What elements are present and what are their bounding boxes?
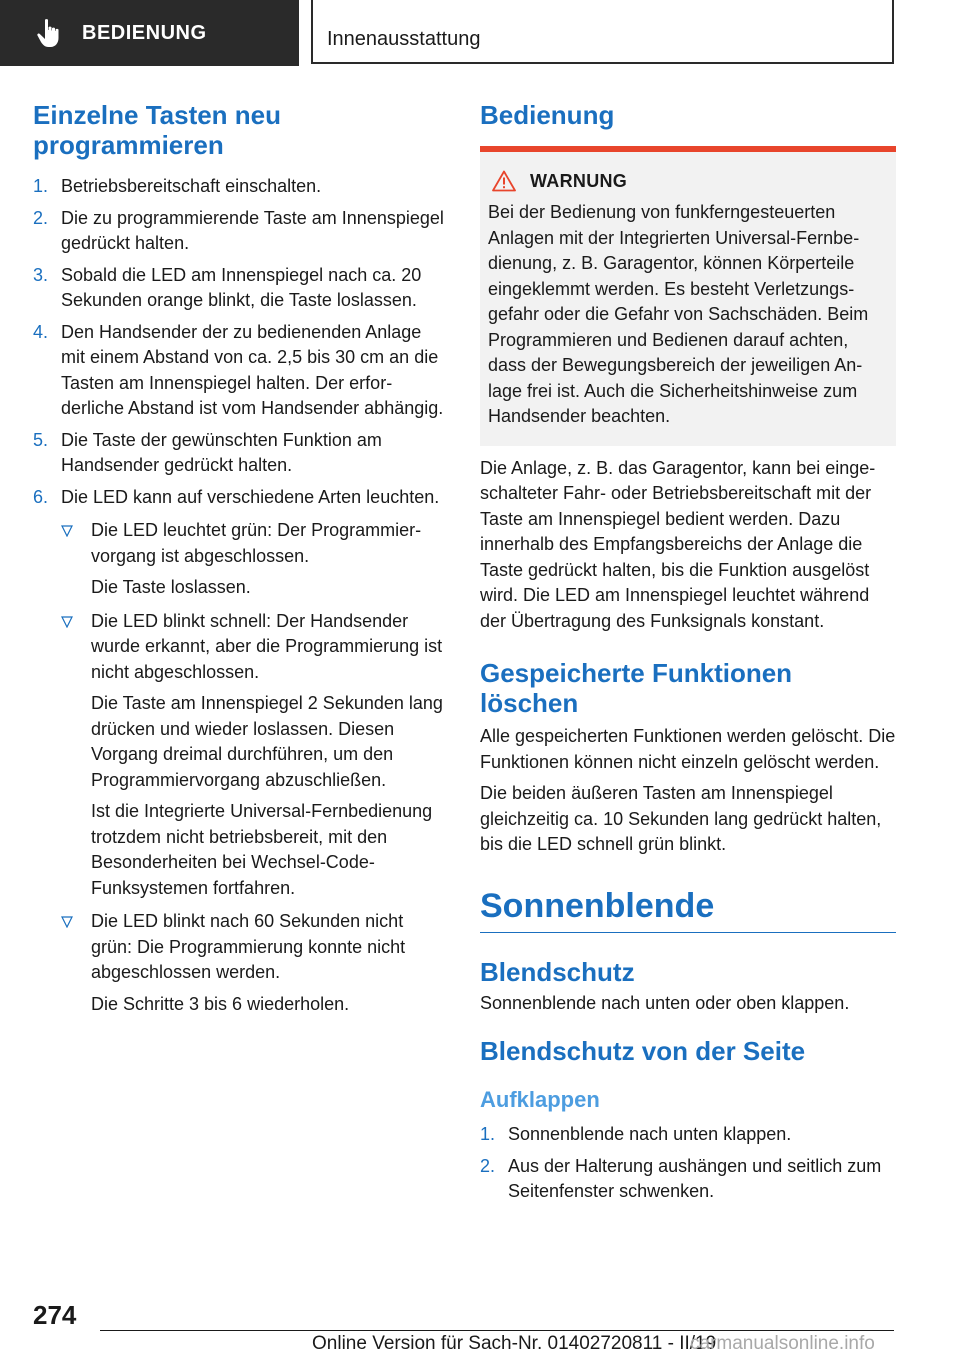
step-number: 2. [480, 1155, 496, 1176]
loeschen-text-1: Alle gespeicherten Funktionen werden gelöscht. Die Funktionen können nicht einzeln gelöscht werden. [480, 726, 896, 772]
list-item [33, 206, 447, 257]
step-number: 6. [33, 486, 49, 507]
list-item [33, 174, 447, 200]
right-column [480, 100, 896, 1205]
sub-lead: Die LED blinkt schnell: Der Handsender wurde erkannt, aber die Programmierung ist nicht abgeschlossen. [91, 610, 443, 682]
triangle-bullet-icon [61, 916, 73, 928]
left-column [33, 100, 447, 1017]
page-number: 274 [33, 1300, 77, 1330]
list-item [61, 909, 447, 1017]
bedienung-text: Die Anlage, z. B. das Garagentor, kann bei eingeschalteter Fahr- oder Betriebsbereitschaft mit der Taste am Innenspiegel bedient werden. Dazu innerhalb des Empfangsbereichs der Anlage die Taste gedrückt halten, bis die Funktion ausgelöst wird. Die LED am Innenspiegel leuchtet während der Übertragung des Funksignals konstant. [480, 457, 876, 631]
heading-bedienung: Bedienung [480, 100, 615, 130]
list-item [33, 263, 447, 314]
step-number: 2. [33, 207, 49, 228]
heading-sonnenblende: Sonnenblende [480, 886, 715, 925]
list-item [33, 428, 447, 479]
list-item [480, 1122, 896, 1148]
step-number: 4. [33, 321, 49, 342]
step-text: Aus der Halterung aushängen und seitlich zum Seitenfenster schwenken. [508, 1155, 882, 1201]
heading-gespeicherte-funktionen: Gespeicherte Funktionen löschen [480, 658, 793, 718]
warning-title [488, 170, 888, 192]
step-text: Die zu programmierende Taste am Innenspiegel gedrückt halten. [61, 207, 444, 253]
list-item [33, 485, 447, 1018]
section-title: BEDIENUNG [82, 21, 207, 44]
page-header [0, 0, 960, 66]
step-text: Die Taste der gewünschten Funktion am Handsender gedrückt halten. [61, 429, 382, 475]
loeschen-text-2: Die beiden äußeren Tasten am Innenspiegel gleichzeitig ca. 10 Sekunden lang gedrückt halten, bis die LED schnell grün blinkt. [480, 783, 882, 854]
heading-blendschutz-seite: Blendschutz von der Seite [480, 1036, 806, 1066]
aufklappen-steps [480, 1122, 896, 1205]
sub-lead: Die LED leuchtet grün: Der Programmiervorgang ist abgeschlossen. [91, 520, 422, 566]
warning-text: Bei der Bedienung von funkferngesteuerten Anlagen mit der Integrierten Universal-Fernbedienung, z. B. Garagentor, können Körperteile eingeklemmt werden. Es besteht Verletzungsgefahr oder die Gefahr von Sachschäden. Beim Programmieren und Bedienen darauf achten, dass der Bewegungsbereich der jeweiligen Anlage frei ist. Auch die Sicherheitshinweise zum Handsender beachten. [488, 202, 869, 426]
sub-para: Die Schritte 3 bis 6 wiederholen. [91, 993, 350, 1014]
step-number: 1. [480, 1124, 496, 1144]
heading-einzelne-tasten: Einzelne Tasten neu programmieren [33, 100, 282, 160]
step-text: Sonnenblende nach unten klappen. [508, 1124, 792, 1144]
section-rule [480, 932, 896, 933]
heading-blendschutz: Blendschutz [480, 956, 635, 987]
triangle-bullet-icon [61, 616, 73, 628]
hand-pointer-icon [36, 18, 62, 48]
list-item [480, 1154, 896, 1205]
triangle-bullet-icon [61, 525, 73, 537]
sub-para: Die Taste am Innenspiegel 2 Sekunden lang drücken und wieder loslassen. Diesen Vorgang dreimal durchführen, um den Programmiervorgang abzuschließen. [91, 693, 443, 790]
warning-box [480, 146, 896, 446]
blendschutz-text: Sonnenblende nach unten oder oben klappen. [480, 992, 850, 1013]
led-status-list [61, 518, 447, 1017]
list-item [33, 320, 447, 422]
step-text: Die LED kann auf verschiedene Arten leuchten. [61, 486, 440, 507]
chapter-tab [311, 0, 894, 64]
heading-aufklappen: Aufklappen [480, 1087, 600, 1112]
step-text: Den Handsender der zu bedienenden Anlage mit einem Abstand von ca. 2,5 bis 30 cm an die Tasten am Innenspiegel halten. Der erforderliche Abstand ist vom Handsender abhängig. [61, 321, 444, 418]
step-text: Sobald die LED am Innenspiegel nach ca. 20 Sekunden orange blinkt, die Taste loslassen. [61, 264, 422, 310]
list-item [61, 518, 447, 601]
step-number: 5. [33, 429, 49, 450]
section-tab [0, 0, 299, 66]
sub-para: Die Taste loslassen. [91, 577, 251, 597]
list-item [61, 609, 447, 902]
footer-rule [100, 1330, 894, 1331]
chapter-title: Innenausstattung [327, 28, 481, 50]
step-text: Betriebsbereitschaft einschalten. [61, 176, 322, 196]
sub-para: Ist die Integrierte Universal-Fernbedienung trotzdem nicht betriebsbereit, mit den Besonderheiten bei Wechsel-Code-Funksystemen fortfahren. [91, 801, 433, 898]
sub-lead: Die LED blinkt nach 60 Sekunden nicht grün: Die Programmierung konnte nicht abgeschlossen werden. [91, 911, 406, 982]
warning-label: WARNUNG [530, 170, 628, 191]
programming-steps [33, 174, 447, 1017]
footer-version: Online Version für Sach-Nr. 01402720811 - II/19 [312, 1333, 717, 1354]
warning-triangle-icon [492, 170, 516, 192]
step-number: 1. [33, 176, 49, 196]
footer-watermark: carmanualsonline.info [690, 1333, 875, 1354]
step-number: 3. [33, 264, 49, 285]
